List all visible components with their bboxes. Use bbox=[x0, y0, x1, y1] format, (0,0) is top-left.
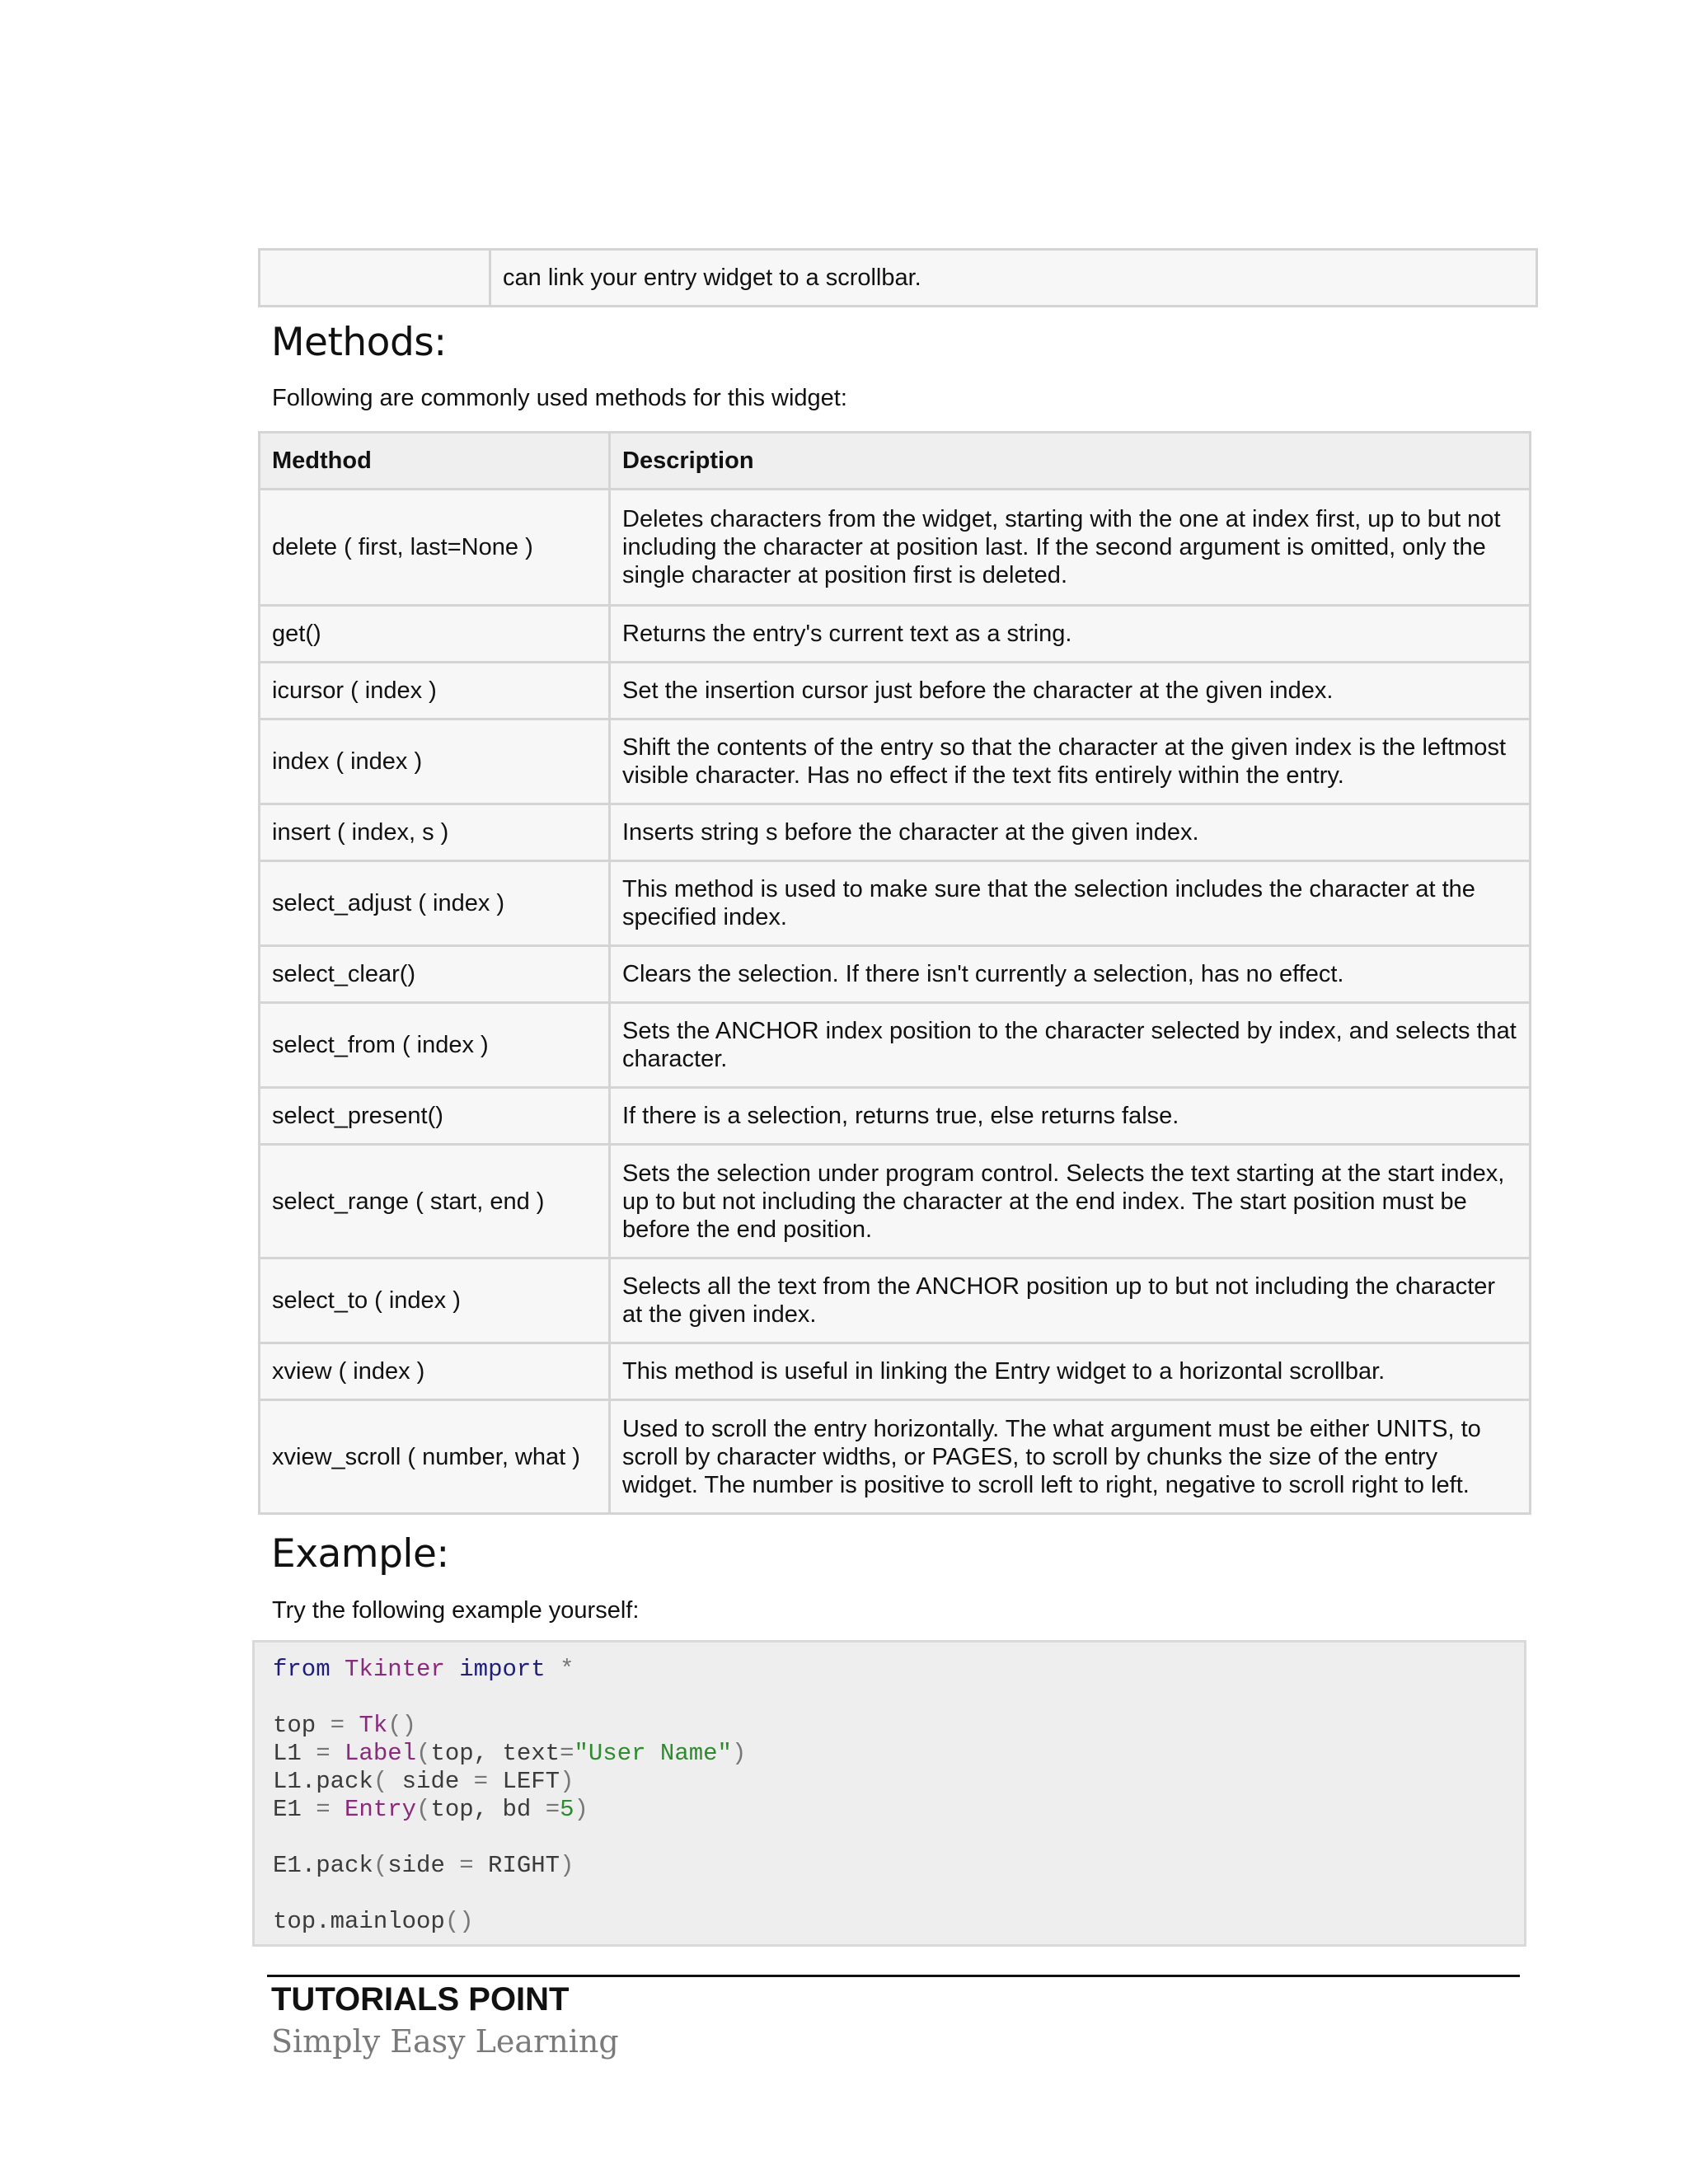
description-cell: Used to scroll the entry horizontally. The what argument must be either UNITS, to scroll by character widths, or PAGES, to scroll by chunks the size of the entry widget. The number is positive to scroll left to right, negative to scroll right to left. bbox=[610, 1400, 1531, 1514]
table-row bbox=[260, 861, 1531, 946]
code-arguments: top, bd bbox=[430, 1796, 546, 1823]
example-heading: Example: bbox=[271, 1531, 449, 1577]
code-arguments: top, text bbox=[430, 1740, 560, 1767]
code-identifier: L1.pack bbox=[273, 1768, 373, 1795]
description-cell: Selects all the text from the ANCHOR position up to but not including the character at the given index. bbox=[610, 1258, 1531, 1343]
code-identifier: top bbox=[273, 1712, 316, 1739]
table-row bbox=[260, 1258, 1531, 1343]
methods-table bbox=[258, 431, 1531, 1515]
code-line-10 bbox=[273, 1908, 474, 1935]
code-punctuation: ( bbox=[416, 1796, 431, 1823]
table-row bbox=[260, 1145, 1531, 1258]
table-row bbox=[260, 719, 1531, 804]
option-cell bbox=[260, 250, 490, 307]
method-cell: select_adjust ( index ) bbox=[260, 861, 610, 946]
description-cell: Clears the selection. If there isn't currently a selection, has no effect. bbox=[610, 946, 1531, 1003]
table-row bbox=[260, 606, 1531, 663]
code-identifier: E1 bbox=[273, 1796, 302, 1823]
code-operator: = bbox=[473, 1768, 489, 1795]
code-line-3 bbox=[273, 1712, 416, 1739]
code-line-5 bbox=[273, 1768, 574, 1795]
code-operator: = bbox=[316, 1796, 331, 1823]
code-arguments: side bbox=[387, 1852, 460, 1879]
code-punctuation: ) bbox=[560, 1768, 574, 1795]
code-punctuation: ( bbox=[416, 1740, 431, 1767]
code-identifier: E1.pack bbox=[273, 1852, 373, 1879]
table-header-row bbox=[260, 433, 1531, 490]
footer-divider bbox=[267, 1975, 1520, 1977]
example-intro: Try the following example yourself: bbox=[272, 1597, 640, 1624]
description-cell: Returns the entry's current text as a string. bbox=[610, 606, 1531, 663]
description-cell: Sets the selection under program control. Selects the text starting at the start index, up to but not including the character at the end index. The start position must be before the end position. bbox=[610, 1145, 1531, 1258]
method-cell: xview ( index ) bbox=[260, 1343, 610, 1400]
method-cell: insert ( index, s ) bbox=[260, 804, 610, 861]
code-operator: * bbox=[560, 1656, 574, 1683]
code-class: Label bbox=[345, 1740, 417, 1767]
method-cell: select_from ( index ) bbox=[260, 1003, 610, 1088]
code-operator: = bbox=[316, 1740, 331, 1767]
description-cell: Inserts string s before the character at the given index. bbox=[610, 804, 1531, 861]
description-cell: This method is useful in linking the Entry widget to a horizontal scrollbar. bbox=[610, 1343, 1531, 1400]
table-row bbox=[260, 1343, 1531, 1400]
table-row bbox=[260, 663, 1531, 719]
method-cell: select_present() bbox=[260, 1088, 610, 1145]
code-line-6 bbox=[273, 1796, 588, 1823]
code-identifier: L1 bbox=[273, 1740, 302, 1767]
method-cell: xview_scroll ( number, what ) bbox=[260, 1400, 610, 1514]
code-line-8 bbox=[273, 1852, 574, 1879]
table-row bbox=[260, 946, 1531, 1003]
description-cell: If there is a selection, returns true, else returns false. bbox=[610, 1088, 1531, 1145]
description-cell: Sets the ANCHOR index position to the character selected by index, and selects that character. bbox=[610, 1003, 1531, 1088]
table-row bbox=[260, 1400, 1531, 1514]
code-punctuation: ) bbox=[560, 1852, 574, 1879]
option-description-cell: can link your entry widget to a scrollbar. bbox=[490, 250, 1537, 307]
code-example bbox=[252, 1640, 1526, 1947]
code-line-1 bbox=[273, 1656, 574, 1683]
code-operator: = bbox=[545, 1796, 560, 1823]
code-operator: = bbox=[330, 1712, 345, 1739]
column-header-method: Medthod bbox=[260, 433, 610, 490]
code-punctuation: ) bbox=[731, 1740, 747, 1767]
code-operator: = bbox=[560, 1740, 574, 1767]
table-row bbox=[260, 804, 1531, 861]
method-cell: select_to ( index ) bbox=[260, 1258, 610, 1343]
method-cell: index ( index ) bbox=[260, 719, 610, 804]
code-number: 5 bbox=[560, 1796, 574, 1823]
table-row bbox=[260, 1088, 1531, 1145]
methods-heading: Methods: bbox=[271, 320, 447, 365]
methods-intro: Following are commonly used methods for this widget: bbox=[272, 385, 847, 411]
code-class: Entry bbox=[345, 1796, 417, 1823]
method-cell: get() bbox=[260, 606, 610, 663]
method-cell: icursor ( index ) bbox=[260, 663, 610, 719]
description-cell: Set the insertion cursor just before the character at the given index. bbox=[610, 663, 1531, 719]
code-punctuation: ) bbox=[574, 1796, 588, 1823]
code-identifier: top.mainloop bbox=[273, 1908, 445, 1935]
description-cell: Deletes characters from the widget, starting with the one at index first, up to but not including the character at position last. If the second argument is omitted, only the single character at position first is deleted. bbox=[610, 490, 1531, 606]
code-punctuation: () bbox=[444, 1908, 474, 1935]
method-cell: select_range ( start, end ) bbox=[260, 1145, 610, 1258]
footer-brand: TUTORIALS POINT bbox=[271, 1981, 570, 2018]
table-row bbox=[260, 250, 1537, 307]
code-keyword: from bbox=[273, 1656, 331, 1683]
code-punctuation: () bbox=[387, 1712, 417, 1739]
continued-options-table bbox=[258, 248, 1538, 307]
method-cell: delete ( first, last=None ) bbox=[260, 490, 610, 606]
method-cell: select_clear() bbox=[260, 946, 610, 1003]
table-row bbox=[260, 490, 1531, 606]
description-cell: This method is used to make sure that the selection includes the character at the specified index. bbox=[610, 861, 1531, 946]
code-constant: RIGHT bbox=[473, 1852, 560, 1879]
column-header-description: Description bbox=[610, 433, 1531, 490]
code-module: Tkinter bbox=[345, 1656, 445, 1683]
code-line-4 bbox=[273, 1740, 746, 1767]
code-operator: = bbox=[459, 1852, 474, 1879]
code-class: Tk bbox=[359, 1712, 388, 1739]
code-arguments: side bbox=[387, 1768, 474, 1795]
code-string: "User Name" bbox=[574, 1740, 732, 1767]
code-keyword: import bbox=[459, 1656, 546, 1683]
footer-tagline: Simply Easy Learning bbox=[271, 2023, 619, 2060]
code-constant: LEFT bbox=[488, 1768, 560, 1795]
description-cell: Shift the contents of the entry so that the character at the given index is the leftmost visible character. Has no effect if the text fits entirely within the entry. bbox=[610, 719, 1531, 804]
code-punctuation: ( bbox=[373, 1852, 388, 1879]
code-punctuation: ( bbox=[373, 1768, 388, 1795]
table-row bbox=[260, 1003, 1531, 1088]
